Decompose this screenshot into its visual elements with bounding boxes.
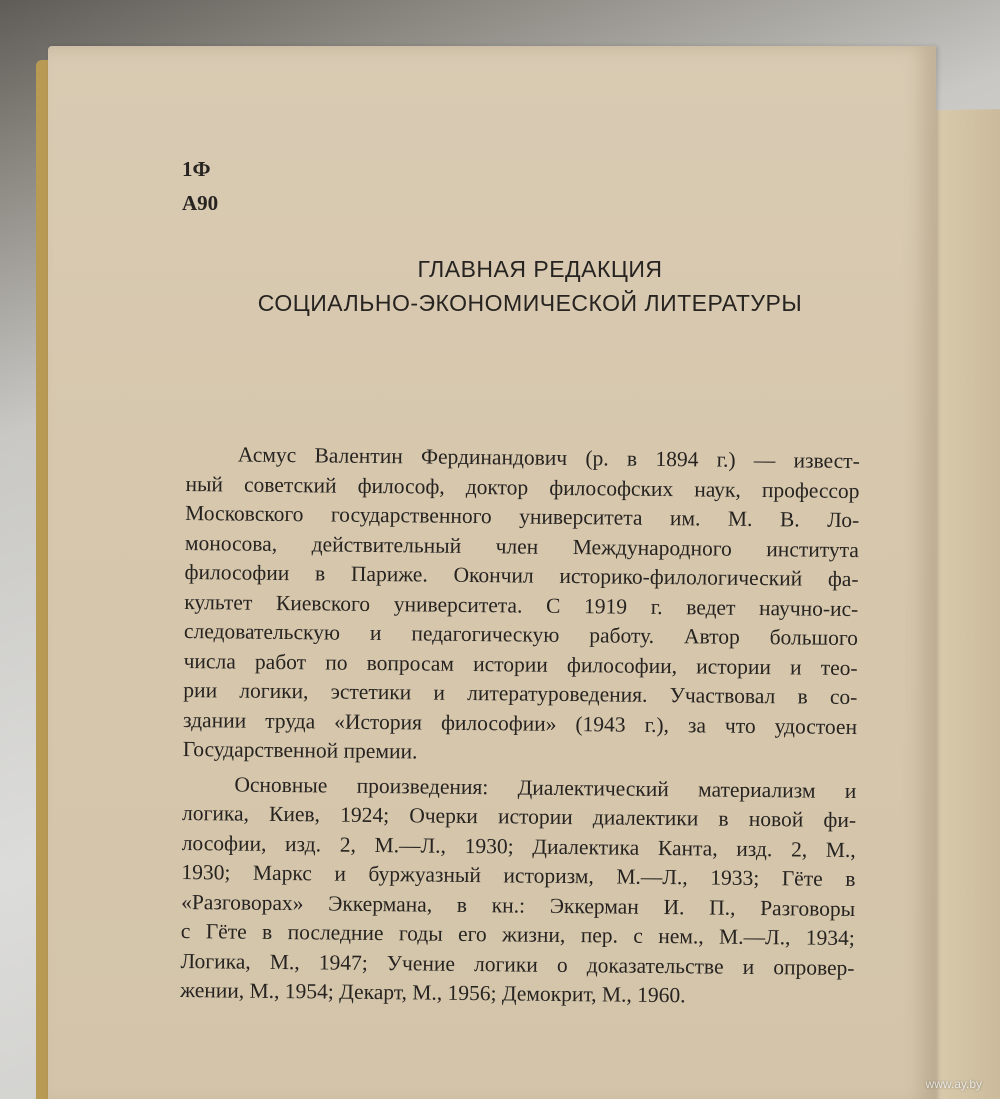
text-line: Государственной премии. [182,736,418,764]
text-line: Логика, М., 1947; Учение логики о доказательстве и опровер- [180,948,855,980]
text-line: числа работ по вопросам истории философии, истории и тео- [183,648,858,680]
text-line: логика, Киев, 1924; Очерки истории диалектики в новой фи- [181,800,857,833]
works-paragraph [180,769,856,1012]
classification-code: 1Ф [182,157,211,181]
text-line: моносова, действительный член Международного института [184,530,860,562]
author-mark: А90 [182,191,219,215]
text-line: рии логики, эстетики и литературоведения. Участвовал в со- [183,677,858,710]
text-line: философии в Париже. Окончил историко-филологический фа- [184,559,859,592]
imprint-line-1: ГЛАВНАЯ РЕДАКЦИЯ [417,256,663,282]
text-line: Основные произведения: Диалектический материализм и [234,772,857,803]
text-line: культет Киевского университета. С 1919 г. ведет научно-ис- [184,589,859,621]
site-watermark: www.ay.by [925,1077,982,1091]
imprint-line-2: СОЦИАЛЬНО-ЭКОНОМИЧЕСКОЙ ЛИТЕРАТУРЫ [257,290,803,316]
text-line: Московского государственного университета им. М. В. Ло- [185,500,860,533]
text-line: с Гёте в последние годы его жизни, пер. с нем., М.—Л., 1934; [180,918,855,951]
text-line: ный советский философ, доктор философских наук, профессор [185,471,860,503]
text-line: жении, М., 1954; Декарт, М., 1956; Демокрит, М., 1960. [180,977,686,1008]
text-line: лософии, изд. 2, М.—Л., 1930; Диалектика Канта, изд. 2, М., [181,830,856,862]
text-line: здании труда «История философии» (1943 г.), за что удостоен [182,707,858,739]
biography-paragraph [183,440,860,772]
text-line: 1930; Маркс и буржуазный историзм, М.—Л., 1933; Гёте в [181,859,856,892]
text-line: Асмус Валентин Фердинандович (р. в 1894 г.) — извест- [237,442,860,474]
annotation-text [180,440,860,1013]
text-line: «Разговорах» Эккермана, в кн.: Эккерман И. П., Разговоры [181,889,856,921]
text-line: следовательскую и педагогическую работу. Автор большого [183,618,859,651]
